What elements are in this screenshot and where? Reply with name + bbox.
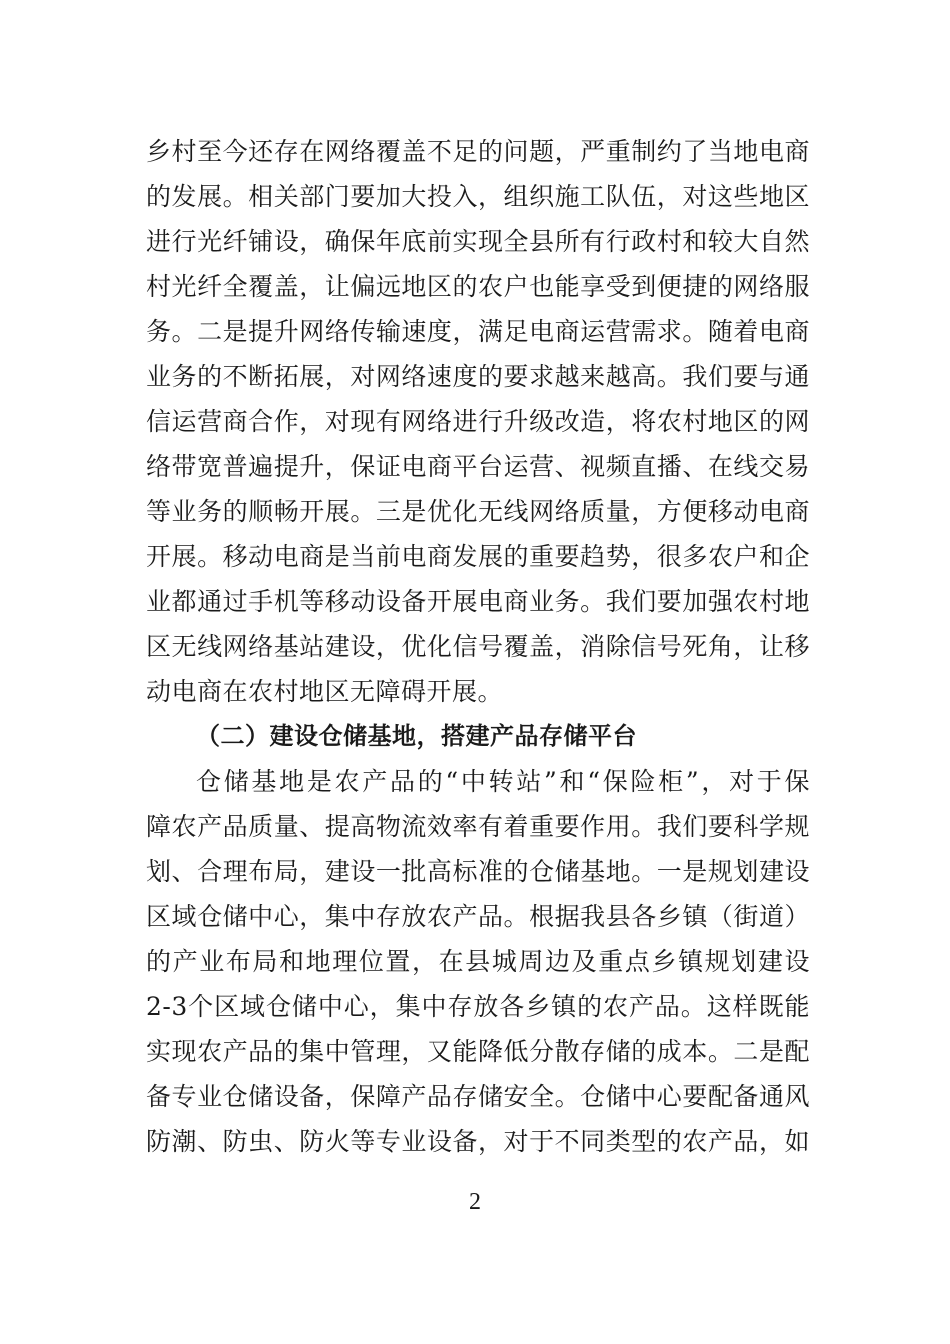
text-line: 区域仓储中心，集中存放农产品。根据我县各乡镇（街道）: [146, 902, 810, 931]
body-text: [146, 129, 810, 1164]
text-line: 2-3个区域仓储中心，集中存放各乡镇的农产品。这样既能: [146, 992, 810, 1021]
page-number: 2: [469, 1189, 481, 1215]
text-line: 仓储基地是农产品的“中转站”和“保险柜”，对于保: [196, 767, 810, 796]
text-line: 的发展。相关部门要加大投入，组织施工队伍，对这些地区: [146, 182, 810, 211]
text-line: 的产业布局和地理位置，在县城周边及重点乡镇规划建设: [146, 947, 810, 976]
text-line: 防潮、防虫、防火等专业设备，对于不同类型的农产品，如: [146, 1127, 810, 1156]
text-line: 动电商在农村地区无障碍开展。: [146, 677, 504, 706]
text-line: 备专业仓储设备，保障产品存储安全。仓储中心要配备通风: [146, 1082, 810, 1111]
text-line: 等业务的顺畅开展。三是优化无线网络质量，方便移动电商: [146, 497, 810, 526]
text-line: 业都通过手机等移动设备开展电商业务。我们要加强农村地: [146, 587, 810, 616]
text-line: 业务的不断拓展，对网络速度的要求越来越高。我们要与通: [146, 362, 810, 391]
text-line: 乡村至今还存在网络覆盖不足的问题，严重制约了当地电商: [146, 137, 810, 166]
text-line: 务。二是提升网络传输速度，满足电商运营需求。随着电商: [146, 317, 810, 346]
section-heading: （二）建设仓储基地，搭建产品存储平台: [196, 722, 637, 750]
text-line: 信运营商合作，对现有网络进行升级改造，将农村地区的网: [146, 407, 810, 436]
text-line: 村光纤全覆盖，让偏远地区的农户也能享受到便捷的网络服: [146, 272, 810, 301]
text-line: 开展。移动电商是当前电商发展的重要趋势，很多农户和企: [146, 542, 810, 571]
text-line: 实现农产品的集中管理，又能降低分散存储的成本。二是配: [146, 1037, 810, 1066]
text-line: 区无线网络基站建设，优化信号覆盖，消除信号死角，让移: [146, 632, 810, 661]
text-line: 划、合理布局，建设一批高标准的仓储基地。一是规划建设: [146, 857, 810, 886]
text-line: 络带宽普遍提升，保证电商平台运营、视频直播、在线交易: [146, 452, 810, 481]
text-line: 进行光纤铺设，确保年底前实现全县所有行政村和较大自然: [146, 227, 810, 256]
text-line: 障农产品质量、提高物流效率有着重要作用。我们要科学规: [146, 812, 810, 841]
